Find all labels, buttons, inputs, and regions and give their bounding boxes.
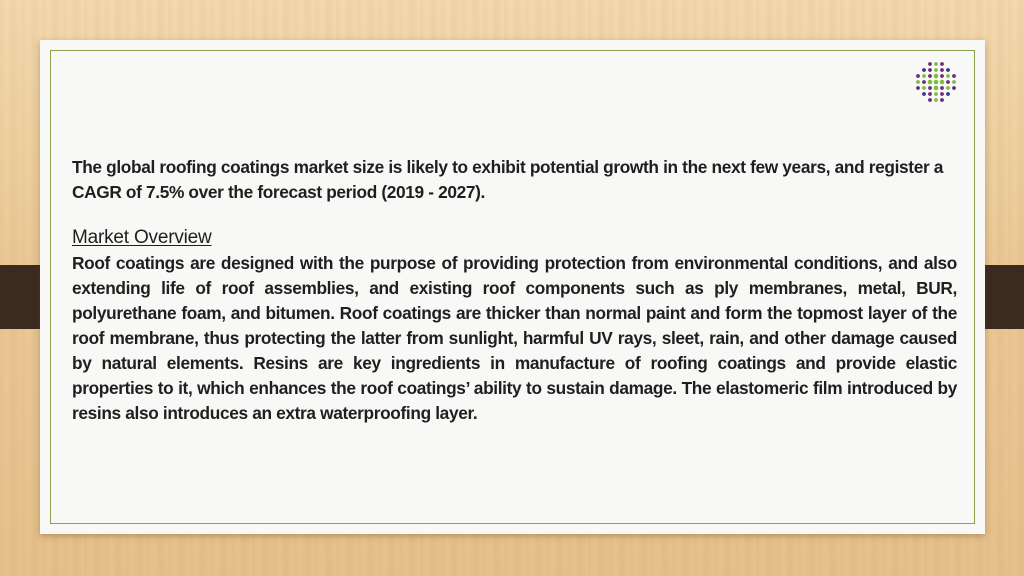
logo-dot <box>916 80 920 84</box>
logo-dot <box>940 86 944 90</box>
logo-dot <box>922 68 926 72</box>
logo-dot <box>934 80 939 85</box>
logo-dot <box>928 98 932 102</box>
logo-dot <box>940 92 944 96</box>
logo-dot <box>940 68 944 72</box>
dotted-globe-logo-icon <box>912 58 960 106</box>
section-heading: Market Overview <box>72 227 212 248</box>
logo-dot <box>922 92 926 96</box>
logo-dot <box>934 86 939 91</box>
logo-dot <box>946 68 950 72</box>
logo-dot <box>916 74 920 78</box>
logo-dot <box>934 98 938 102</box>
logo-dot <box>922 86 926 90</box>
logo-dot <box>928 92 932 96</box>
logo-dot <box>940 62 944 66</box>
intro-paragraph: The global roofing coatings market size is likely to exhibit potential growth in the next few years, and register a CAGR of 7.5% over the forecast period (2019 - 2027). <box>72 157 944 202</box>
logo-dot <box>946 86 950 90</box>
logo-dot <box>934 62 938 66</box>
body-paragraph: Roof coatings are designed with the purpose of providing protection from environmental conditions, and also extending life of roof assemblies, and existing roof components such as ply membranes, metal, BUR, polyurethane foam, and bitumen. Roof coatings are thicker than normal paint and form the topmost layer of the roof membrane, thus protecting the latter from sunlight, harmful UV rays, sleet, rain, and other damage caused by natural elements. Resins are key ingredients in manufacture of roofing coatings and provide elastic properties to it, which enhances the roof coatings’ ability to sustain damage. The elastomeric film introduced by resins also introduces an extra waterproofing layer. <box>72 253 957 423</box>
logo-dot <box>934 74 939 79</box>
logo-dot <box>952 74 956 78</box>
logo-dot <box>928 80 933 85</box>
logo-dot <box>946 80 950 84</box>
logo-dot <box>940 80 945 85</box>
logo-dot <box>928 62 932 66</box>
logo-dot <box>940 98 944 102</box>
logo-dot <box>928 74 932 78</box>
logo-dot <box>916 86 920 90</box>
logo-dot <box>922 80 926 84</box>
logo-dot <box>934 68 938 72</box>
logo-dot <box>928 86 932 90</box>
logo-dot <box>940 74 944 78</box>
logo-dot <box>952 80 956 84</box>
logo-dot <box>946 92 950 96</box>
slide-content <box>72 155 957 426</box>
logo-dot <box>922 74 926 78</box>
logo-dot <box>952 86 956 90</box>
logo-dot <box>934 92 938 96</box>
logo-dot <box>928 68 932 72</box>
logo-dot <box>946 74 950 78</box>
